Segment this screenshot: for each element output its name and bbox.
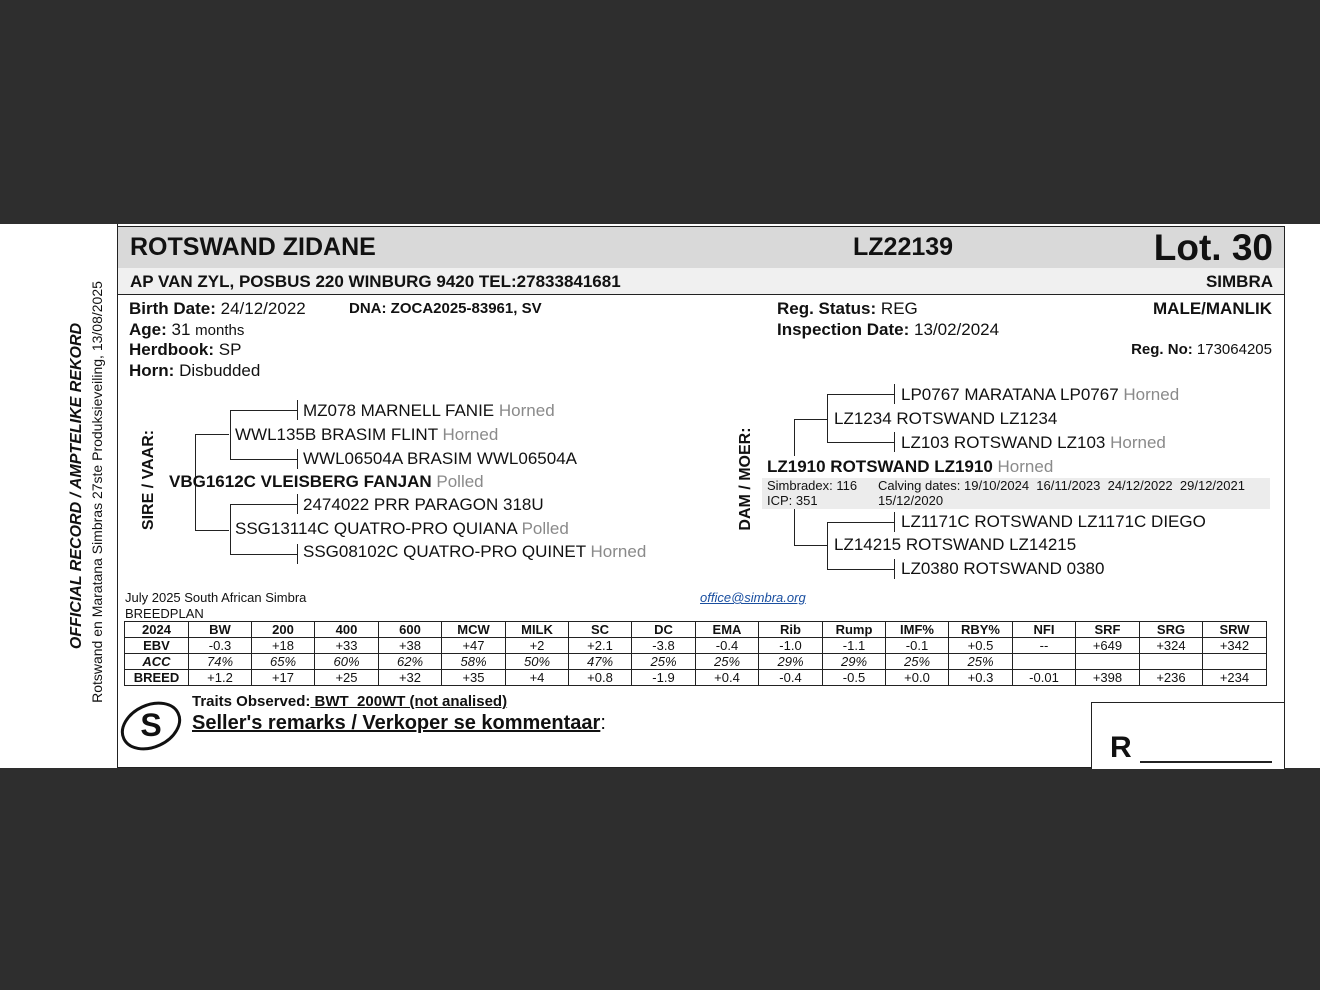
calving-dates-cont: 15/12/2020	[878, 493, 944, 508]
acc-cell: 62%	[379, 654, 442, 670]
ebv-cell: -3.8	[632, 638, 696, 654]
title-bar	[117, 226, 1285, 270]
acc-cell: ACC	[125, 654, 189, 670]
ebv-cell: +47	[442, 638, 506, 654]
sellers-remarks: Seller's remarks / Verkoper se kommentaar:	[192, 712, 606, 734]
svg-text:S: S	[140, 707, 162, 743]
breed-cell: +0.8	[569, 670, 632, 686]
animal-name: ROTSWAND ZIDANE	[130, 233, 376, 261]
sire-sire: WWL135B BRASIM FLINT Horned	[235, 425, 499, 444]
ebv-cell: -1.1	[823, 638, 886, 654]
ebv-cell: +0.5	[949, 638, 1013, 654]
acc-row	[125, 654, 1267, 670]
breed-cell: +4	[506, 670, 569, 686]
sex-label: MALE/MANLIK	[1153, 299, 1272, 318]
ebv-header-cell: EMA	[696, 622, 759, 638]
ebv-cell: +18	[252, 638, 315, 654]
ebv-header-cell: NFI	[1013, 622, 1076, 638]
official-record-label: OFFICIAL RECORD / AMPTELIKE REKORD	[68, 322, 85, 650]
reg-number: Reg. No: 173064205	[1131, 341, 1272, 358]
ebv-cell: -1.0	[759, 638, 823, 654]
ebv-header-row	[125, 622, 1267, 638]
breed-cell: -1.9	[632, 670, 696, 686]
sire-dam-dam: SSG08102C QUATRO-PRO QUINET Horned	[303, 542, 647, 561]
calving-dates: Calving dates: 19/10/2024 16/11/2023 24/12/2022 29/12/2021	[878, 478, 1245, 493]
email-link[interactable]: office@simbra.org	[700, 590, 806, 605]
acc-cell: 25%	[949, 654, 1013, 670]
acc-cell: 25%	[696, 654, 759, 670]
acc-cell	[1140, 654, 1203, 670]
ebv-header-cell: MCW	[442, 622, 506, 638]
ebv-cell: +342	[1203, 638, 1267, 654]
horn-status: Horn: Disbudded	[129, 361, 261, 380]
inspection-date: Inspection Date: 13/02/2024	[777, 320, 1000, 339]
ebv-cell: +33	[315, 638, 379, 654]
simbradex: Simbradex: 116	[767, 478, 858, 493]
ebv-header-cell: Rump	[823, 622, 886, 638]
breed-cell: -0.4	[759, 670, 823, 686]
ebv-header-cell: SC	[569, 622, 632, 638]
breed-cell: +35	[442, 670, 506, 686]
ebv-source: July 2025 South African Simbra	[125, 590, 307, 605]
ebv-source-breedplan: BREEDPLAN	[125, 606, 204, 621]
ebv-cell: +324	[1140, 638, 1203, 654]
acc-cell: 60%	[315, 654, 379, 670]
breed-cell: +0.4	[696, 670, 759, 686]
dam-sire: LZ1234 ROTSWAND LZ1234	[834, 409, 1058, 428]
breed-row	[125, 670, 1267, 686]
dam-dam: LZ14215 ROTSWAND LZ14215	[834, 535, 1077, 554]
ebv-header-cell: 2024	[125, 622, 189, 638]
lot-number: Lot. 30	[1153, 227, 1273, 268]
breed-name: SIMBRA	[1205, 272, 1273, 291]
acc-cell: 29%	[759, 654, 823, 670]
acc-cell: 50%	[506, 654, 569, 670]
traits-observed: Traits Observed: BWT 200WT (not analised)	[192, 693, 508, 710]
sire-dam: SSG13114C QUATRO-PRO QUIANA Polled	[235, 519, 569, 538]
sale-name-label: Rotswand en Maratana Simbras 27ste Produksieveiling, 13/08/2025	[89, 281, 105, 703]
ebv-header-cell: SRG	[1140, 622, 1203, 638]
ebv-header-cell: 200	[252, 622, 315, 638]
ebv-cell: -0.3	[189, 638, 252, 654]
sire-sire-dam: WWL06504A BRASIM WWL06504A	[303, 449, 578, 468]
breed-cell: +234	[1203, 670, 1267, 686]
acc-cell	[1203, 654, 1267, 670]
breed-cell: -0.01	[1013, 670, 1076, 686]
breed-cell: +25	[315, 670, 379, 686]
price-line	[1140, 761, 1272, 763]
breed-cell: +236	[1140, 670, 1203, 686]
dam-label: DAM / MOER:	[737, 427, 754, 531]
breed-cell: +17	[252, 670, 315, 686]
ebv-header-cell: 400	[315, 622, 379, 638]
sire-sire-sire: MZ078 MARNELL FANIE Horned	[303, 401, 555, 420]
ebv-cell: EBV	[125, 638, 189, 654]
ebv-cell: +649	[1076, 638, 1140, 654]
dam-sire-dam: LZ103 ROTSWAND LZ103 Horned	[901, 433, 1166, 452]
ebv-cell: +2.1	[569, 638, 632, 654]
ebv-row	[125, 638, 1267, 654]
breed-cell: -0.5	[823, 670, 886, 686]
ebv-header-cell: DC	[632, 622, 696, 638]
owner-details: AP VAN ZYL, POSBUS 220 WINBURG 9420 TEL:27833841681	[130, 272, 621, 291]
price-box	[1091, 702, 1284, 769]
ebv-header-cell: RBY%	[949, 622, 1013, 638]
ebv-cell: -0.4	[696, 638, 759, 654]
breed-cell: +32	[379, 670, 442, 686]
sire-name: VBG1612C VLEISBERG FANJAN Polled	[169, 472, 484, 491]
acc-cell: 29%	[823, 654, 886, 670]
acc-cell: 25%	[632, 654, 696, 670]
breed-cell: +398	[1076, 670, 1140, 686]
dna-code: DNA: ZOCA2025-83961, SV	[349, 300, 542, 317]
sire-dam-sire: 2474022 PRR PARAGON 318U	[303, 495, 544, 514]
icp: ICP: 351	[767, 493, 818, 508]
ebv-cell: +38	[379, 638, 442, 654]
ebv-header-cell: SRW	[1203, 622, 1267, 638]
dam-dam-dam: LZ0380 ROTSWAND 0380	[901, 559, 1105, 578]
dam-name: LZ1910 ROTSWAND LZ1910 Horned	[767, 457, 1054, 476]
reg-status: Reg. Status: REG	[777, 299, 918, 318]
herdbook: Herdbook: SP	[129, 340, 242, 359]
simbra-logo-icon	[118, 700, 184, 752]
breed-cell: +0.0	[886, 670, 949, 686]
acc-cell: 65%	[252, 654, 315, 670]
ebv-header-cell: IMF%	[886, 622, 949, 638]
animal-id: LZ22139	[853, 233, 954, 261]
ebv-header-cell: Rib	[759, 622, 823, 638]
dam-sire-sire: LP0767 MARATANA LP0767 Horned	[901, 385, 1180, 404]
ebv-header-cell: SRF	[1076, 622, 1140, 638]
ebv-header-cell: BW	[189, 622, 252, 638]
acc-cell: 74%	[189, 654, 252, 670]
breed-cell: BREED	[125, 670, 189, 686]
sire-label: SIRE / VAAR:	[140, 429, 157, 531]
acc-cell: 58%	[442, 654, 506, 670]
owner-bar	[117, 268, 1285, 295]
ebv-cell: -0.1	[886, 638, 949, 654]
ebv-table	[124, 621, 1267, 686]
ebv-cell: --	[1013, 638, 1076, 654]
ebv-header-cell: 600	[379, 622, 442, 638]
sale-record-card	[0, 224, 1320, 768]
breed-cell: +1.2	[189, 670, 252, 686]
acc-cell: 25%	[886, 654, 949, 670]
side-panel	[0, 224, 118, 768]
age: Age: 31 months	[129, 320, 245, 339]
breed-cell: +0.3	[949, 670, 1013, 686]
price-label: R	[1110, 731, 1132, 764]
ebv-header-cell: MILK	[506, 622, 569, 638]
acc-cell: 47%	[569, 654, 632, 670]
acc-cell	[1076, 654, 1140, 670]
birth-date: Birth Date: 24/12/2022	[129, 299, 306, 318]
dam-dam-sire: LZ1171C ROTSWAND LZ1171C DIEGO	[901, 512, 1206, 531]
simbra-logo	[118, 700, 184, 752]
acc-cell	[1013, 654, 1076, 670]
ebv-cell: +2	[506, 638, 569, 654]
